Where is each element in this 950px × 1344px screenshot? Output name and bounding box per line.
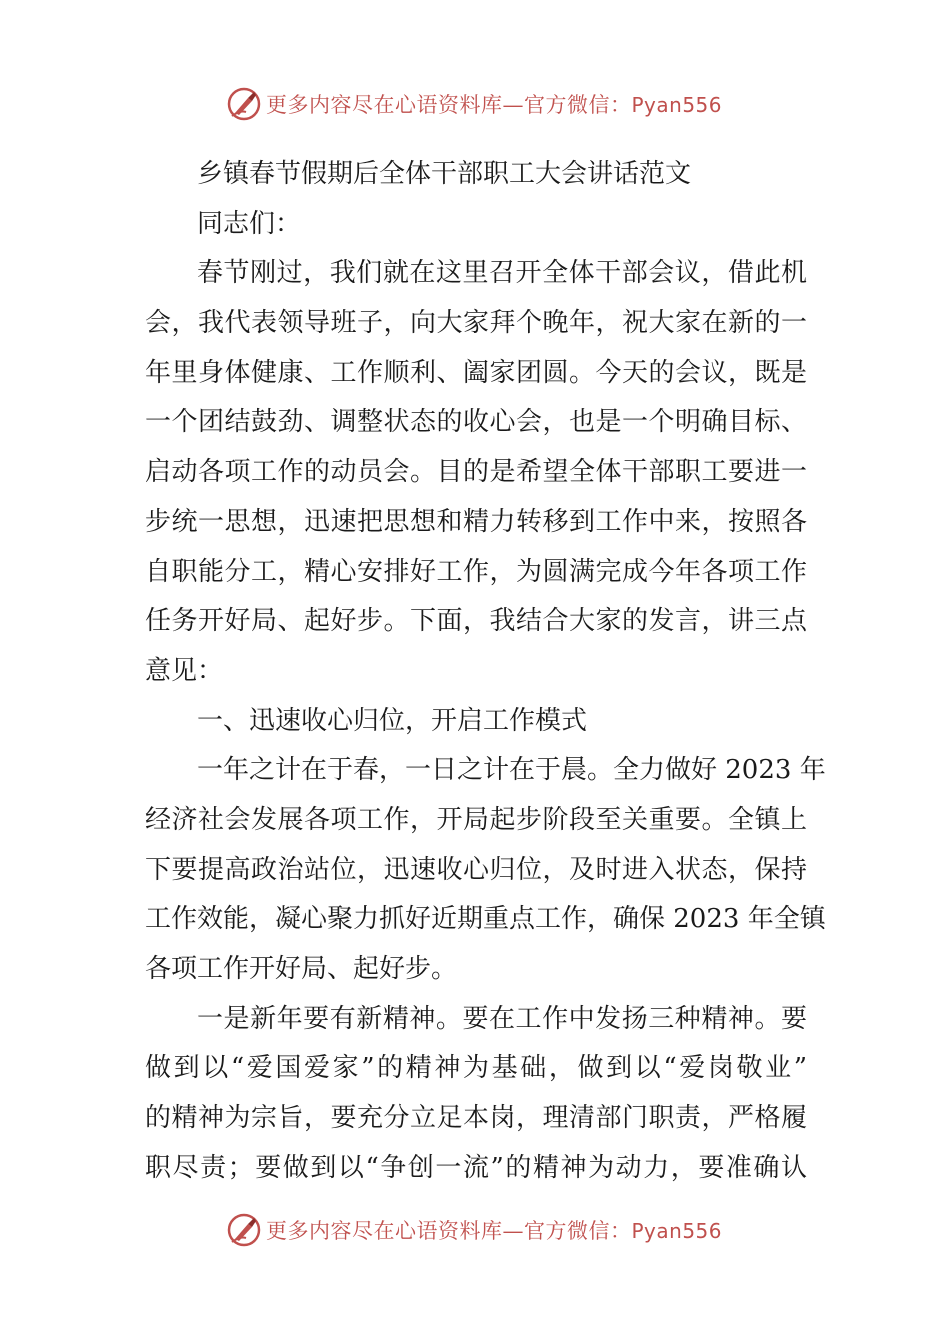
paragraph-line: 经济社会发展各项工作，开局起步阶段至关重要。全镇上 <box>145 804 807 835</box>
header-banner <box>226 84 722 124</box>
paragraph-line: 自职能分工，精心安排好工作，为圆满完成今年各项工作 <box>145 556 807 587</box>
paragraph-line: 意见： <box>145 655 224 686</box>
section-heading: 一、迅速收心归位，开启工作模式 <box>197 705 588 736</box>
banner-text: 更多内容尽在心语资料库—官方微信：Pyan556 <box>266 1219 723 1243</box>
paragraph-line: 年里身体健康、工作顺利、阖家团圆。今天的会议，既是 <box>145 357 807 388</box>
document-title: 乡镇春节假期后全体干部职工大会讲话范文 <box>197 159 692 189</box>
paragraph-line: 一是新年要有新精神。要在工作中发扬三种精神。要 <box>197 1003 807 1034</box>
salutation: 同志们： <box>197 208 302 239</box>
paragraph-line: 任务开好局、起好步。下面，我结合大家的发言，讲三点 <box>145 606 807 637</box>
paragraph-line: 的精神为宗旨，要充分立足本岗，理清部门职责，严格履 <box>145 1103 807 1134</box>
pen-logo-icon <box>226 1212 262 1248</box>
paragraph-line: 职尽责；要做到以“争创一流”的精神为动力，要准确认 <box>145 1152 807 1183</box>
footer-banner <box>226 1210 722 1250</box>
paragraph-line: 会，我代表领导班子，向大家拜个晚年，祝大家在新的一 <box>145 308 807 339</box>
paragraph-line: 启动各项工作的动员会。目的是希望全体干部职工要进一 <box>145 457 807 488</box>
paragraph-line: 下要提高政治站位，迅速收心归位，及时进入状态，保持 <box>145 854 807 885</box>
paragraph-line: 一个团结鼓劲、调整状态的收心会，也是一个明确目标、 <box>145 407 807 438</box>
paragraph-line: 工作效能，凝心聚力抓好近期重点工作，确保 2023 年全镇 <box>145 904 826 935</box>
paragraph-line: 做到以“爱国爱家”的精神为基础，做到以“爱岗敬业” <box>145 1053 807 1084</box>
paragraph-line: 各项工作开好局、起好步。 <box>145 954 458 984</box>
paragraph-line: 春节刚过，我们就在这里召开全体干部会议，借此机 <box>197 258 807 289</box>
pen-logo-icon <box>226 86 262 122</box>
document-body <box>145 150 826 1193</box>
paragraph-line: 一年之计在于春，一日之计在于晨。全力做好 2023 年 <box>197 755 826 786</box>
banner-text: 更多内容尽在心语资料库—官方微信：Pyan556 <box>266 93 723 117</box>
paragraph-line: 步统一思想，迅速把思想和精力转移到工作中来，按照各 <box>145 506 807 537</box>
